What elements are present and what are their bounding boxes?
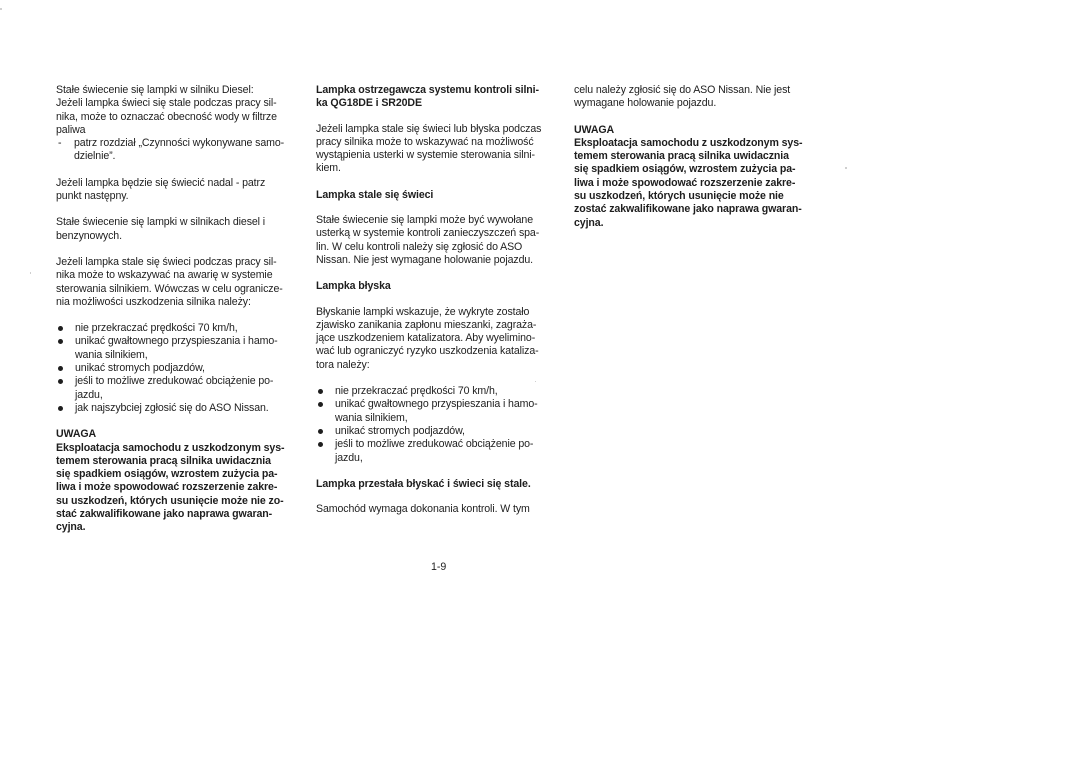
bullet-item — [56, 322, 296, 335]
col1-paragraph-2 — [56, 177, 296, 204]
section-heading — [316, 280, 558, 293]
bullet-item — [316, 385, 558, 398]
text-line: Jeżeli lampka będzie się świecić nadal - patrz — [56, 176, 266, 189]
col1-paragraph-4 — [56, 256, 296, 309]
text-line: su uszkodzeń, których usunięcie może nie — [574, 190, 784, 203]
text-line: unikać stromych podjazdów, — [75, 362, 205, 375]
text-line: wymagane holowanie pojazdu. — [574, 97, 717, 110]
col1-bullet-list — [56, 322, 296, 415]
col1-paragraph-3 — [56, 216, 296, 243]
text-line: benzynowych. — [56, 229, 122, 242]
text-line: jące uszkodzeniem katalizatora. Aby wyelimino- — [316, 332, 536, 345]
text-line: Jeżeli lampka stale się świeci lub błyska podczas — [316, 122, 542, 135]
scan-speck — [0, 8, 2, 10]
text-line: punkt następny. — [56, 190, 129, 203]
text-line: Jeżeli lampka świeci się stale podczas pracy sil- — [56, 97, 277, 110]
text-line: Nissan. Nie jest wymagane holowanie pojazdu. — [316, 253, 534, 266]
text-line: - patrz rozdział „Czynności wykonywane samo- — [74, 137, 285, 150]
col1-paragraph-1 — [56, 84, 296, 137]
bullet-item — [316, 398, 558, 425]
text-line: Stałe świecenie się lampki w silnikach diesel i — [56, 216, 266, 229]
text-line: pracy silnika może to wskazywać na możliwość — [316, 135, 534, 148]
section-heading — [316, 189, 558, 202]
col3-paragraph-1 — [574, 84, 819, 111]
warning-body — [574, 137, 819, 230]
scan-speck — [535, 381, 536, 382]
section-heading — [316, 84, 558, 111]
text-line: jazdu, — [335, 451, 363, 464]
text-line: wystąpienia usterki w systemie sterowania silni- — [316, 149, 535, 162]
text-line: nika, może to oznaczać obecność wody w filtrze — [56, 110, 277, 123]
text-line: wać lub ograniczyć ryzyko uszkodzenia kataliza- — [316, 345, 539, 358]
col1-dash-list — [56, 137, 296, 164]
text-line: wania silnikiem, — [75, 348, 148, 361]
text-line: Samochód wymaga dokonania kontroli. W tym — [316, 503, 530, 516]
text-line: nika może to wskazywać na awarię w systemie — [56, 269, 273, 282]
bullet-item — [56, 362, 296, 375]
text-line: się spadkiem osiągów, wzrostem zużycia pa- — [574, 163, 796, 176]
text-line: nie przekraczać prędkości 70 km/h, — [75, 322, 238, 335]
column-1 — [56, 84, 296, 535]
text-line: Jeżeli lampka stale się świeci podczas pracy sil- — [56, 255, 277, 268]
text-line: sterowania silnikiem. Wówczas w celu ogranicze- — [56, 282, 283, 295]
text-line: jeśli to możliwe zredukować obciążenie po- — [335, 438, 534, 451]
dash-list-item — [56, 137, 296, 164]
text-line: dzielnie”. — [74, 150, 116, 163]
page-number: 1-9 — [431, 561, 447, 573]
text-line: liwa i może spowodować rozszerzenie zakre- — [574, 176, 796, 189]
text-line: nia możliwości uszkodzenia silnika należy: — [56, 295, 251, 308]
section-heading — [316, 478, 558, 491]
text-line: lin. W celu kontroli należy się zgłosić do ASO — [316, 240, 523, 253]
scan-speck — [30, 272, 31, 274]
col2-paragraph-1 — [316, 123, 558, 176]
bullet-item — [56, 335, 296, 362]
text-line: cyjna. — [56, 521, 86, 534]
text-line: unikać stromych podjazdów, — [335, 424, 465, 437]
text-line: ka QG18DE i SR20DE — [316, 97, 422, 110]
text-line: się spadkiem osiągów, wzrostem zużycia pa- — [56, 468, 278, 481]
text-line: jak najszybciej zgłosić się do ASO Nissan. — [75, 401, 269, 414]
text-line: Stałe świecenie się lampki w silniku Diesel: — [56, 84, 254, 96]
text-line: Eksploatacja samochodu z uszkodzonym sys- — [574, 136, 803, 149]
warning-title: UWAGA — [56, 428, 97, 441]
bullet-item — [316, 425, 558, 438]
text-line: Lampka przestała błyskać i świeci się stale. — [316, 477, 531, 490]
text-line: Lampka błyska — [316, 280, 391, 293]
warning-body — [56, 442, 296, 535]
text-line: Stałe świecenie się lampki może być wywołane — [316, 214, 533, 227]
text-line: zjawisko zanikania zapłonu mieszanki, zagraża- — [316, 318, 537, 331]
text-line: stać zakwalifikowane jako naprawa gwaran- — [56, 508, 273, 521]
text-line: wania silnikiem, — [335, 411, 408, 424]
col2-bullet-list — [316, 385, 558, 465]
col2-paragraph-4 — [316, 503, 558, 516]
text-line: nie przekraczać prędkości 70 km/h, — [335, 385, 498, 398]
col2-paragraph-3 — [316, 306, 558, 372]
column-3 — [574, 84, 819, 230]
column-2 — [316, 84, 558, 529]
text-line: Eksploatacja samochodu z uszkodzonym sys- — [56, 441, 285, 454]
text-line: jazdu, — [75, 388, 103, 401]
text-line: celu należy zgłosić się do ASO Nissan. Nie jest — [574, 84, 791, 96]
bullet-item — [316, 438, 558, 465]
text-line: cyjna. — [574, 216, 604, 229]
text-line: jeśli to możliwe zredukować obciążenie po- — [75, 375, 274, 388]
text-line: zostać zakwalifikowane jako naprawa gwaran- — [574, 203, 802, 216]
text-line: temem sterowania pracą silnika uwidacznia — [574, 150, 789, 163]
text-line: su uszkodzeń, których usunięcie może nie zo- — [56, 494, 284, 507]
text-line: liwa i może spowodować rozszerzenie zakre- — [56, 481, 278, 494]
text-line: paliwa — [56, 123, 86, 136]
text-line: temem sterowania pracą silnika uwidacznia — [56, 454, 271, 467]
bullet-item — [56, 402, 296, 415]
warning-title: UWAGA — [574, 123, 615, 136]
text-line: kiem. — [316, 162, 341, 175]
scan-speck — [845, 167, 847, 169]
bullet-item — [56, 375, 296, 402]
text-line: Lampka ostrzegawcza systemu kontroli silni- — [316, 84, 539, 96]
text-line: unikać gwałtownego przyspieszania i hamo- — [75, 335, 278, 348]
col2-paragraph-2 — [316, 214, 558, 267]
text-line: Błyskanie lampki wskazuje, że wykryte zostało — [316, 305, 530, 318]
text-line: unikać gwałtownego przyspieszania i hamo- — [335, 398, 538, 411]
text-line: Lampka stale się świeci — [316, 188, 434, 201]
text-line: tora należy: — [316, 358, 370, 371]
text-line: usterką w systemie kontroli zanieczyszczeń spa- — [316, 227, 540, 240]
